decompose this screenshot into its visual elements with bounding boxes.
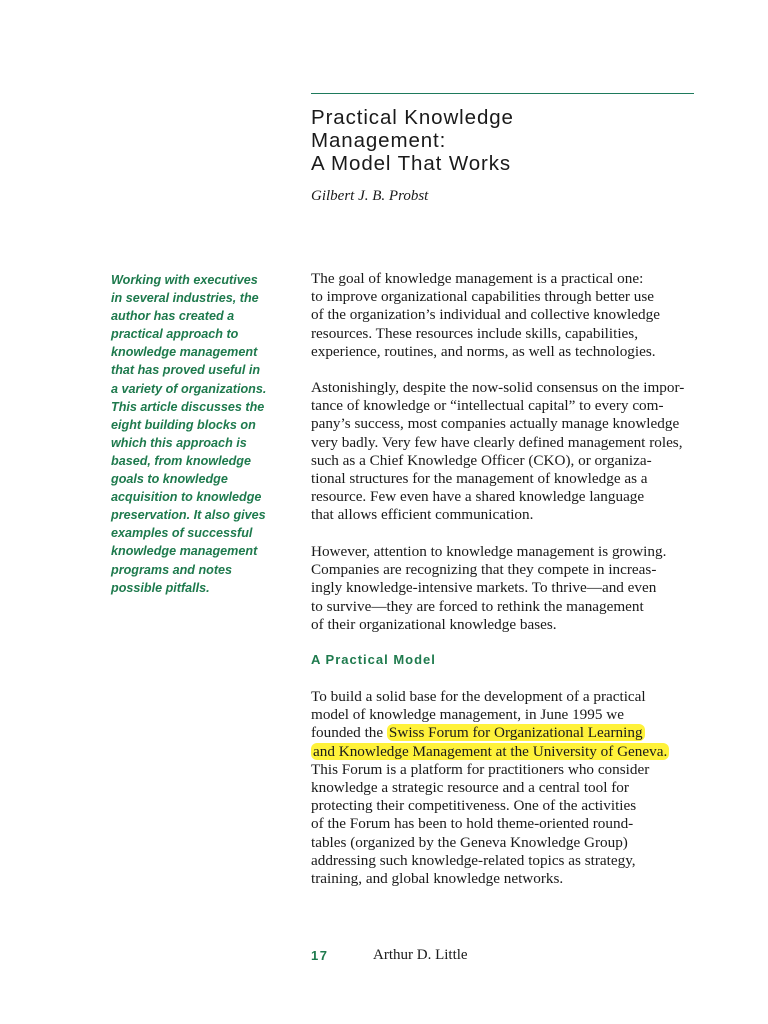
page-number: 17 — [311, 948, 329, 963]
abstract-line: practical approach to — [111, 327, 239, 342]
paragraph-line: to survive—they are forced to rethink the management — [311, 597, 644, 615]
paragraph-line: ingly knowledge-intensive markets. To thrive—and even — [311, 579, 657, 597]
paragraph-line: training, and global knowledge networks. — [311, 870, 564, 888]
abstract-line: Working with executives — [111, 273, 258, 287]
body-paragraph-1 — [311, 270, 711, 361]
paragraph-line: pany’s success, most companies actually manage knowledge — [311, 415, 680, 433]
abstract-line: based, from knowledge — [111, 453, 251, 468]
paragraph-line: tance of knowledge or “intellectual capital” to every com- — [311, 397, 664, 415]
paragraph-line: Astonishingly, despite the now-solid consensus on the impor- — [311, 379, 685, 396]
abstract-sidebar — [111, 271, 301, 597]
abstract-line: programs and notes — [111, 562, 233, 577]
paragraph-line: to improve organizational capabilities through better use — [311, 288, 655, 306]
paragraph-line: of the Forum has been to hold theme-oriented round- — [311, 815, 634, 833]
body-paragraph-2 — [311, 379, 711, 525]
paragraph-line: However, attention to knowledge management is growing. — [311, 543, 667, 560]
paragraph-line: This Forum is a platform for practitioners who consider — [311, 760, 650, 778]
body-paragraph-3 — [311, 543, 711, 634]
abstract-line: in several industries, the — [111, 291, 259, 306]
abstract-line: knowledge management — [111, 345, 258, 360]
author-byline: Gilbert J. B. Probst — [311, 188, 429, 204]
paragraph-line: tional structures for the management of knowledge as a — [311, 470, 648, 488]
title-line: A Model That Works — [311, 152, 512, 175]
abstract-line: This article discusses the — [111, 399, 265, 414]
abstract-line: possible pitfalls. — [111, 580, 210, 595]
title-line: Management: — [311, 129, 447, 152]
paragraph-text: founded the — [311, 724, 387, 742]
paragraph-line: addressing such knowledge-related topics as strategy, — [311, 851, 636, 869]
paragraph-line: protecting their competitiveness. One of the activities — [311, 797, 637, 815]
paragraph-line — [311, 743, 711, 761]
paragraph-line: such as a Chief Knowledge Officer (CKO), or organiza- — [311, 451, 652, 469]
paragraph-line: knowledge a strategic resource and a central tool for — [311, 779, 629, 797]
abstract-line: eight building blocks on — [111, 417, 256, 432]
paragraph-line — [311, 724, 711, 742]
title-line: Practical Knowledge — [311, 106, 514, 129]
paragraph-line: that allows efficient communication. — [311, 506, 534, 524]
section-heading: A Practical Model — [311, 652, 436, 667]
highlighted-text: Swiss Forum for Organizational Learning — [388, 724, 643, 742]
highlighted-text: and Knowledge Management at the University of Geneva. — [313, 742, 668, 760]
abstract-line: that has proved useful in — [111, 363, 261, 378]
paragraph-line: The goal of knowledge management is a practical one: — [311, 270, 644, 287]
abstract-line: acquisition to knowledge — [111, 490, 262, 505]
paragraph-line: experience, routines, and norms, as well as technologies. — [311, 342, 656, 360]
paragraph-line: resources. These resources include skills, capabilities, — [311, 324, 638, 342]
paragraph-line: model of knowledge management, in June 1995 we — [311, 706, 624, 724]
paragraph-line: resource. Few even have a shared knowledge language — [311, 488, 645, 506]
paragraph-line: very badly. Very few have clearly defined management roles, — [311, 433, 683, 451]
abstract-line: preservation. It also gives — [111, 508, 266, 523]
title-rule — [311, 93, 694, 94]
article-title — [311, 106, 711, 175]
abstract-line: which this approach is — [111, 435, 247, 450]
abstract-line: knowledge management — [111, 544, 258, 559]
paragraph-line: of the organization’s individual and collective knowledge — [311, 306, 660, 324]
paragraph-line: of their organizational knowledge bases. — [311, 615, 557, 633]
body-paragraph-4 — [311, 688, 711, 888]
abstract-line: a variety of organizations. — [111, 381, 267, 396]
paragraph-line: To build a solid base for the development of a practical — [311, 688, 646, 705]
abstract-line: examples of successful — [111, 526, 253, 541]
paragraph-line: tables (organized by the Geneva Knowledge Group) — [311, 833, 628, 851]
paragraph-line: Companies are recognizing that they compete in increas- — [311, 561, 657, 579]
abstract-line: goals to knowledge — [111, 472, 228, 487]
abstract-line: author has created a — [111, 309, 235, 324]
publisher-name: Arthur D. Little — [373, 947, 468, 963]
